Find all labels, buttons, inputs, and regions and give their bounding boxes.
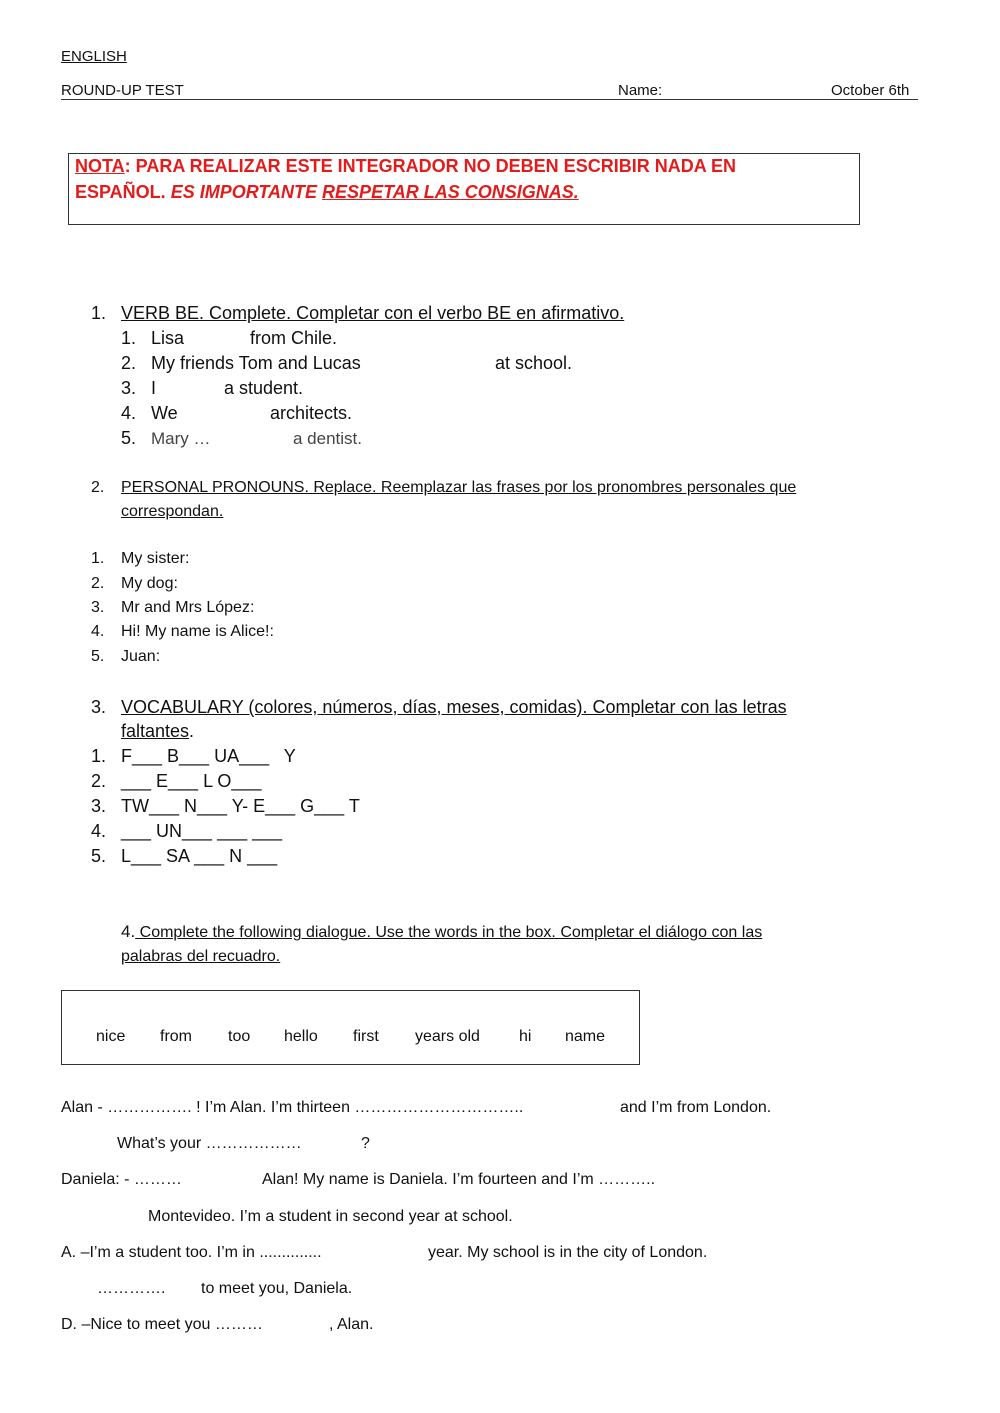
test-title: ROUND-UP TEST xyxy=(61,82,184,99)
dialogue-line-1a: Alan - ……………. ! I’m Alan. I’m thirteen ………………………….. xyxy=(61,1099,524,1116)
s2-item-num: 2. xyxy=(91,575,105,592)
dialogue-line-1b: and I’m from London. xyxy=(620,1099,772,1116)
section2-title-line1: PERSONAL PRONOUNS. Replace. Reemplazar las frases por los pronombres personales que xyxy=(121,479,797,496)
section2-number: 2. xyxy=(91,479,105,496)
s3-item-text: ___ UN___ ___ ___ xyxy=(121,821,283,841)
note-line2-italic: ES IMPORTANTE xyxy=(165,182,323,202)
note-line-2 xyxy=(75,182,579,203)
section2-title-line2: correspondan. xyxy=(121,503,224,520)
s1-item-num: 2. xyxy=(121,353,137,373)
s2-item-text: Hi! My name is Alice!: xyxy=(121,623,274,640)
word-box xyxy=(61,990,640,1065)
dialogue-line-7a: D. –Nice to meet you ……… xyxy=(61,1316,263,1333)
word-box-word: from xyxy=(160,1028,192,1045)
word-box-word: years old xyxy=(415,1028,480,1045)
note-prefix: NOTA xyxy=(75,156,125,176)
dialogue-line-4: Montevideo. I’m a student in second year at school. xyxy=(148,1208,513,1225)
s1-item-rest: a dentist. xyxy=(293,429,362,448)
word-box-word: name xyxy=(565,1028,606,1045)
s1-item-num: 4. xyxy=(121,403,137,423)
note-line2-underlined: RESPETAR LAS CONSIGNAS. xyxy=(322,182,579,202)
section3-title-line2: faltantes xyxy=(121,721,190,741)
section3-title-line1: VOCABULARY (colores, números, días, meses, comidas). Completar con las letras xyxy=(121,697,787,717)
s2-item-num: 5. xyxy=(91,648,105,665)
dialogue-line-3b: Alan! My name is Daniela. I’m fourteen and I’m ……….. xyxy=(262,1171,656,1188)
dialogue-line-2a: What’s your ……………… xyxy=(117,1135,302,1152)
note-line2-start: ESPAÑOL. xyxy=(75,182,166,202)
s2-item-text: Mr and Mrs López: xyxy=(121,599,255,616)
word-box-word: hello xyxy=(284,1028,318,1045)
s2-item-text: Juan: xyxy=(121,648,161,665)
s1-item-rest: architects. xyxy=(270,403,353,423)
dialogue-line-5b: year. My school is in the city of London. xyxy=(428,1244,708,1261)
s2-item-num: 4. xyxy=(91,623,105,640)
section4-number: 4. xyxy=(121,922,136,941)
subject-label: ENGLISH xyxy=(61,48,127,65)
s3-item-text: F___ B___ UA___ Y xyxy=(121,746,296,766)
s1-item-num: 1. xyxy=(121,328,137,348)
s3-item-text: ___ E___ L O___ xyxy=(121,771,262,791)
s3-item-text: TW___ N___ Y- E___ G___ T xyxy=(121,796,360,816)
section4-title-line2: palabras del recuadro. xyxy=(121,948,281,965)
note-line1-rest: : PARA REALIZAR ESTE INTEGRADOR NO DEBEN ESCRIBIR NADA EN xyxy=(124,156,737,176)
dialogue-line-5a: A. –I’m a student too. I’m in .............. xyxy=(61,1244,322,1261)
section4-title-line1: Complete the following dialogue. Use the words in the box. Completar el diálogo con las xyxy=(135,924,763,941)
section1-title: VERB BE. Complete. Completar con el verbo BE en afirmativo. xyxy=(121,303,625,323)
dialogue-line-6a: …………. xyxy=(97,1280,166,1297)
word-box-word: nice xyxy=(96,1028,126,1045)
s1-item-rest: at school. xyxy=(495,353,573,373)
word-box-word: hi xyxy=(519,1028,532,1045)
s1-item-subject: Mary … xyxy=(151,429,211,448)
s2-item-num: 3. xyxy=(91,599,105,616)
s3-item-num: 3. xyxy=(91,796,107,816)
s1-item-num: 3. xyxy=(121,378,137,398)
word-box-word: too xyxy=(228,1028,251,1045)
s3-item-text: L___ SA ___ N ___ xyxy=(121,846,278,866)
s1-item-subject: My friends Tom and Lucas xyxy=(151,353,361,373)
s2-item-num: 1. xyxy=(91,550,105,567)
s3-item-num: 4. xyxy=(91,821,107,841)
s2-item-text: My sister: xyxy=(121,550,190,567)
section1-number: 1. xyxy=(91,303,107,323)
s2-item-text: My dog: xyxy=(121,575,178,592)
s1-item-rest: from Chile. xyxy=(250,328,338,348)
name-label: Name: xyxy=(618,82,663,99)
s1-item-subject: We xyxy=(151,403,178,423)
section3-number: 3. xyxy=(91,697,107,717)
dialogue-line-3a: Daniela: - ……… xyxy=(61,1171,182,1188)
header-underline xyxy=(61,99,918,100)
section4-title-line1-wrap xyxy=(121,922,762,942)
dialogue-line-2b: ? xyxy=(361,1135,370,1152)
section3-title-line2-wrap xyxy=(121,721,194,742)
dialogue-line-6b: to meet you, Daniela. xyxy=(201,1280,353,1297)
s3-item-num: 2. xyxy=(91,771,107,791)
s1-item-rest: a student. xyxy=(224,378,304,398)
s1-item-subject: I xyxy=(151,378,157,398)
note-line-1 xyxy=(75,156,736,177)
s1-item-num: 5. xyxy=(121,428,137,448)
word-box-word: first xyxy=(353,1028,379,1045)
s3-item-num: 5. xyxy=(91,846,107,866)
s3-item-num: 1. xyxy=(91,746,107,766)
date-label: October 6th xyxy=(831,82,910,99)
dialogue-line-7b: , Alan. xyxy=(329,1316,374,1333)
section3-title-end: . xyxy=(189,721,195,741)
s1-item-subject: Lisa xyxy=(151,328,185,348)
